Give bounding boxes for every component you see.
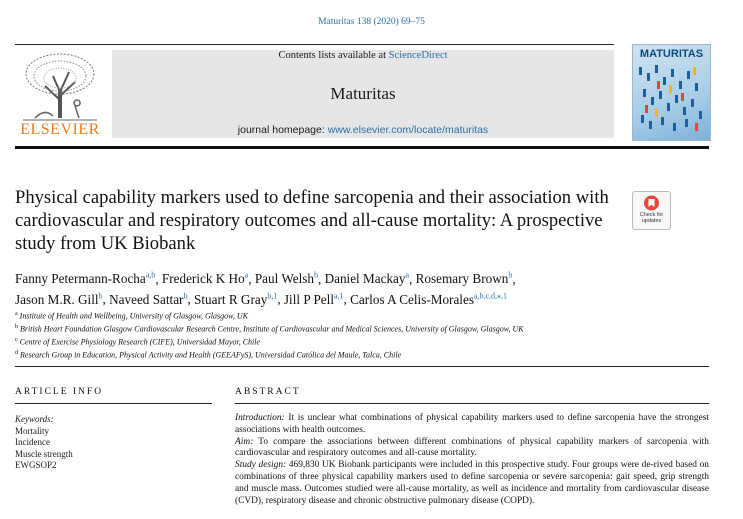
author[interactable] [255, 271, 318, 286]
journal-citation[interactable]: Maturitas 138 (2020) 69–75 [318, 17, 425, 27]
affiliation-list [15, 309, 715, 362]
affiliation-key: c [15, 337, 18, 344]
journal-cover-image[interactable] [632, 44, 711, 141]
homepage-line [112, 124, 614, 136]
homepage-prefix: journal homepage: [237, 124, 328, 136]
header-thick-rule [15, 146, 709, 149]
author-name: Rosemary Brown [415, 271, 509, 287]
affiliation-text: Centre of Exercise Physiology Research (CIFE), Universidad Mayor, Chile [19, 337, 261, 347]
article-title: Physical capability markers used to define sarcopenia and their association with cardiovascular and respiratory outcomes and all-cause mortality: A prospective study from UK Biobank [15, 187, 609, 254]
affiliation-item [15, 348, 715, 361]
keywords-label: Keywords: [15, 414, 54, 424]
author-name: Stuart R Gray [194, 291, 268, 307]
affiliation-key: b [15, 324, 18, 331]
keywords-block [15, 414, 215, 472]
author-affiliation-marker[interactable]: b,1 [267, 291, 278, 301]
check-updates-line2: updates [641, 218, 662, 224]
author[interactable] [109, 292, 187, 307]
affiliation-text: Research Group in Education, Physical Activity and Health (GEEAFyS), Universidad Católica del Maule, Talca, Chile [20, 351, 402, 361]
affiliation-key: a [15, 311, 18, 317]
abstract-rule [235, 403, 709, 404]
abstract-section-text: 469,830 UK Biobank participants were included in this prospective study. Four groups were de-rived based on combinations of three physical capability markers used to define sarcopenia or severe sarcopenia: gait speed, grip strength and muscle mass. Outcomes studied were all-cause mortality, as well as incidence and mortality from cardiovascular disease (CVD), respiratory disease and chronic obstructive pulmonary disease (COPD). [235, 460, 709, 506]
author-affiliation-marker[interactable]: b [183, 291, 188, 301]
author-name: Jill P Pell [283, 291, 334, 307]
author-name: Fanny Petermann-Rocha [15, 271, 146, 287]
author-affiliation-marker[interactable]: b [98, 291, 103, 301]
author[interactable] [15, 292, 103, 307]
header-rule [15, 44, 614, 45]
abstract-heading: ABSTRACT [235, 387, 301, 397]
author[interactable] [416, 271, 513, 286]
author-affiliation-marker[interactable]: a [244, 271, 249, 280]
author-affiliation-marker[interactable]: b [508, 271, 513, 280]
check-updates-line1: Check for [639, 212, 664, 218]
abstract-section-label: Study design: [235, 460, 287, 471]
abstract-section-text: It is unclear what combinations of physical capability markers used to define sarcopenia have the strongest associations with health outcomes. [235, 413, 710, 435]
cover-title: MATURITAS [639, 48, 704, 60]
author-affiliation-marker[interactable]: a,1 [333, 291, 344, 301]
author-affiliation-marker[interactable]: a,b,c,d,⁎,1 [473, 291, 508, 301]
elsevier-logo-text: ELSEVIER [20, 121, 100, 138]
author-name: Naveed Sattar [109, 291, 184, 307]
check-for-updates-button[interactable] [632, 191, 671, 230]
author[interactable] [15, 271, 155, 286]
contents-prefix: Contents lists available at [278, 50, 389, 61]
affiliation-text: Institute of Health and Wellbeing, University of Glasgow, Glasgow, UK [19, 311, 248, 321]
author[interactable] [350, 292, 507, 307]
author-list: Fanny Petermann-Rocha$^{a,b}$, Frederick K Ho$^a$, Paul Welsh$^b$, Daniel Mackay$^a$, Rosemary Brown$^b$, Jason M.R. Gill$^b$, Naveed Sattar$^b$, Stuart R Gray$^{b,1}$, Jill P Pell$^{a,1}$, Carlos A Celis-Morales$^{a,b,c,d,⁎,1}$ [15, 271, 516, 307]
journal-name: Maturitas [330, 84, 396, 103]
author-name: Paul Welsh [254, 271, 314, 287]
affiliation-item [15, 335, 715, 348]
affiliation-key: d [15, 350, 18, 357]
abstract-section-study-design [235, 460, 709, 507]
author-name: Jason M.R. Gill [15, 291, 99, 307]
abstract-section-text: To compare the associations between different combinations of physical capability markers of sarcopenia with cardiovascular and respiratory outcomes and all-cause mortality. [235, 436, 709, 459]
section-rule [15, 366, 709, 367]
sciencedirect-link[interactable]: ScienceDirect [388, 50, 448, 61]
abstract-section-label: Introduction: [235, 413, 285, 423]
contents-line [112, 50, 614, 61]
author-affiliation-marker[interactable]: b [313, 271, 318, 280]
author-name: Carlos A Celis-Morales [350, 291, 474, 307]
abstract-body [235, 413, 709, 507]
check-for-updates-label [633, 212, 670, 224]
article-info-heading: ARTICLE INFO [15, 387, 104, 397]
bookmark-icon [643, 195, 660, 211]
affiliation-item [15, 322, 715, 335]
author-name: Daniel Mackay [324, 271, 406, 287]
author-affiliation-marker[interactable]: a [405, 271, 410, 280]
keyword-item: Incidence [15, 437, 50, 447]
author[interactable] [194, 292, 277, 307]
author[interactable] [162, 271, 248, 286]
keyword-item: EWGSOP2 [15, 460, 57, 470]
abstract-section-aim [235, 437, 709, 461]
author-name: Frederick K Ho [161, 271, 245, 287]
affiliation-text: British Heart Foundation Glasgow Cardiovascular Research Centre, Institute of Cardiovascular and Medical Sciences, University of Glasgow, Glasgow, UK [20, 324, 524, 334]
keyword-item: Muscle strength [15, 448, 73, 459]
affiliation-item [15, 309, 715, 322]
abstract-section-introduction [235, 413, 709, 437]
journal-homepage-link[interactable]: www.elsevier.com/locate/maturitas [327, 124, 489, 136]
article-info-rule [15, 403, 212, 404]
keyword-item: Mortality [15, 425, 49, 436]
cover-figures-pattern [637, 63, 706, 135]
abstract-section-label: Aim: [235, 436, 254, 447]
author-affiliation-marker[interactable]: a,b [145, 271, 156, 280]
author[interactable] [325, 271, 409, 286]
author[interactable] [284, 292, 344, 307]
